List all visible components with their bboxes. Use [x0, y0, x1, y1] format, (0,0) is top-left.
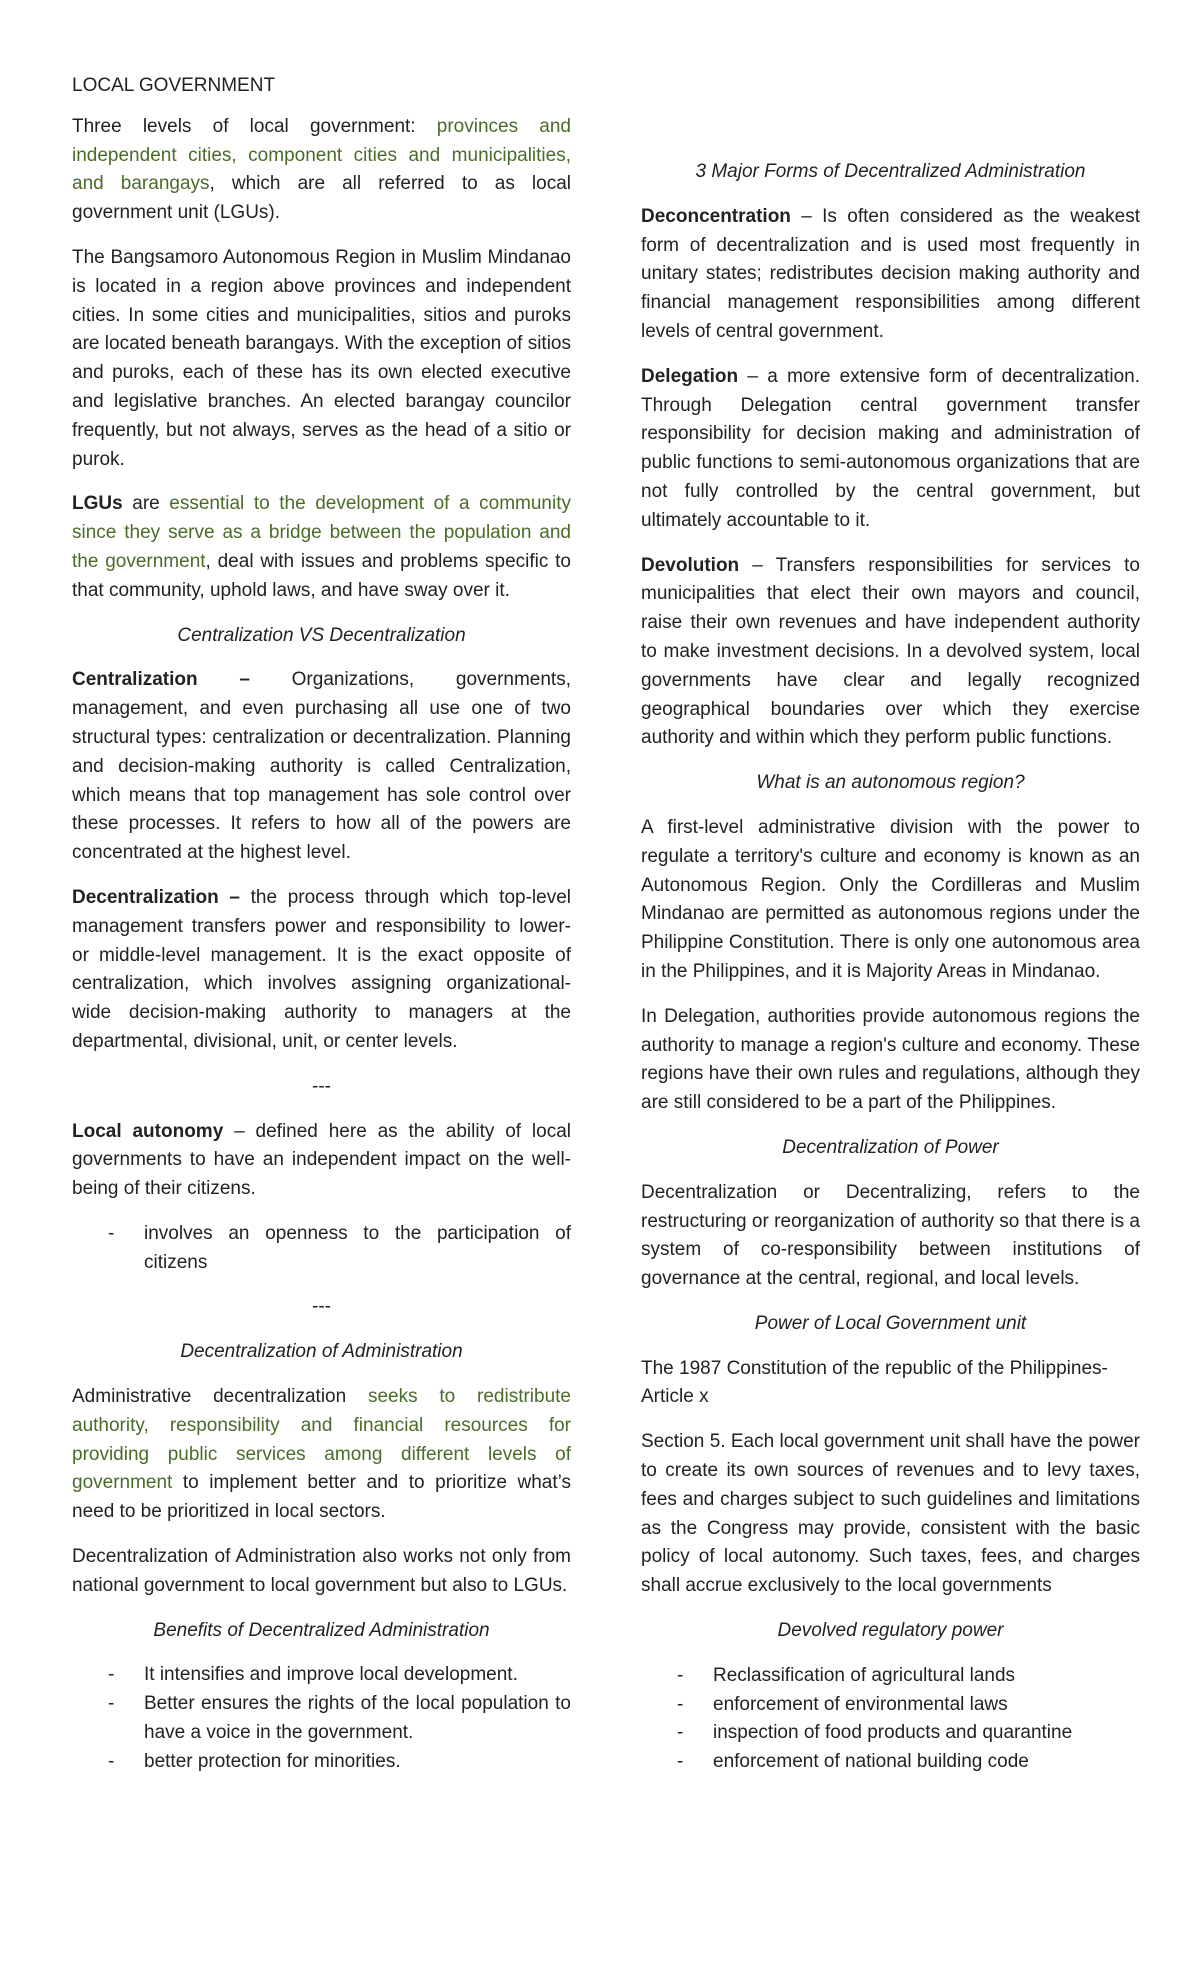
bold-term: LGUs — [72, 493, 123, 515]
lgus-paragraph — [72, 490, 571, 605]
section-heading-lgu-power: Power of Local Government unit — [754, 1312, 1027, 1334]
autonomous-region-paragraph: A first-level administrative division with the power to regulate a territory's culture and economy is known as an Autonomous Region. Only the Cordilleras and Muslim Mindanao are permitted as autonomous regions under the Philippine Constitution. There is only one autonomous area in the Philippines, and it is Majority Areas in Mindanao. — [641, 816, 1140, 982]
text: , deal with issues and problems specific to that community, uphold laws, and have sway over it. — [72, 550, 571, 601]
admin-scope-paragraph: Decentralization of Administration also works not only from national government to local government but also to LGUs. — [72, 1546, 571, 1596]
section-heading-benefits: Benefits of Decentralized Administration — [153, 1619, 490, 1641]
bold-term: Delegation — [641, 365, 739, 387]
text: , which are all referred to as local government unit (LGUs). — [72, 173, 571, 224]
bold-term: Decentralization – — [72, 886, 240, 908]
highlight-text: essential to the development of a community since they serve as a bridge between the population and the government — [72, 493, 571, 572]
list-item: - better protection for minorities. — [108, 1748, 571, 1777]
power-paragraph: Decentralization or Decentralizing, refers to the restructuring or reorganization of authority so that there is a system of co-responsibility between institutions of governance at the central, regional, and local levels. — [641, 1181, 1140, 1290]
section-heading-admin: Decentralization of Administration — [180, 1341, 463, 1363]
bold-term: Local autonomy — [72, 1120, 224, 1142]
highlight-text: seeks to redistribute authority, responsibility and financial resources for providing public services among different levels of government — [72, 1386, 571, 1494]
text: – Transfers responsibilities for services to municipalities that elect their own mayors and council, raise their own revenues and have independent authority to make investment decisions. In a devolved system, local governments have clear and legally recognized geographical boundaries over which they exercise authority and within which they perform public functions. — [641, 554, 1140, 749]
text: Administrative decentralization — [72, 1386, 368, 1408]
page-title: LOCAL GOVERNMENT — [72, 75, 276, 96]
local-autonomy-paragraph — [72, 1118, 571, 1204]
devolved-list — [641, 1662, 1140, 1777]
list-item: - enforcement of national building code — [677, 1748, 1140, 1777]
delegation-paragraph — [641, 363, 1140, 536]
text: – a more extensive form of decentralization. Through Delegation central government transfer responsibility for decision making and administration of public functions to semi-autonomous organizations that are not fully controlled by the central government, but ultimately accountable to it. — [641, 365, 1140, 531]
delegation-region-paragraph: In Delegation, authorities provide autonomous regions the authority to manage a region's culture and economy. These regions have their own rules and regulations, although they are still considered to be a part of the Philippines. — [641, 1005, 1140, 1114]
deconcentration-paragraph — [641, 203, 1140, 347]
list-item: - enforcement of environmental laws — [677, 1691, 1140, 1720]
bangsamoro-paragraph: The Bangsamoro Autonomous Region in Muslim Mindanao is located in a region above provinces and independent cities. In some cities and municipalities, sitios and puroks are located beneath barangays. With the exception of sitios and puroks, each of these has its own elected executive and legislative branches. An elected barangay councilor frequently, but not always, serves as the head of a sitio or purok. — [72, 246, 571, 470]
bold-term: Devolution — [641, 554, 740, 576]
bold-term: Deconcentration — [641, 205, 791, 227]
admin-decentralization-paragraph — [72, 1383, 571, 1527]
list-item: - inspection of food products and quarantine — [677, 1719, 1140, 1748]
devolution-paragraph — [641, 552, 1140, 754]
constitution-paragraph: The 1987 Constitution of the republic of the Philippines- Article x — [641, 1357, 1108, 1408]
separator: --- — [312, 1296, 331, 1318]
text: are — [122, 493, 170, 515]
text: – defined here as the ability of local governments to have an independent impact on the well-being of their citizens. — [72, 1120, 572, 1200]
highlight-text: provinces and independent cities, component cities and municipalities, and barangays — [72, 115, 572, 195]
right-column — [641, 72, 1140, 1936]
section-heading-forms: 3 Major Forms of Decentralized Administration — [695, 161, 1086, 182]
benefits-list — [72, 1661, 571, 1776]
section-heading-autonomous-region: What is an autonomous region? — [756, 772, 1025, 794]
text: to implement better and to prioritize what’s need to be prioritized in local sectors. — [72, 1472, 571, 1523]
centralization-paragraph — [72, 666, 571, 868]
text: – Is often considered as the weakest form of decentralization and is used most frequently in unitary states; redistributes decision making authority and financial management responsibilities among different levels of central government. — [641, 205, 1140, 342]
list-item: - Better ensures the rights of the local population to have a voice in the government. — [108, 1690, 571, 1748]
left-column — [72, 72, 571, 1936]
autonomy-list — [72, 1220, 571, 1278]
levels-paragraph — [72, 113, 571, 228]
decentralization-paragraph — [72, 884, 571, 1057]
separator: --- — [312, 1075, 331, 1097]
text: the process through which top-level management transfers power and responsibility to lower- or middle-level management. It is the exact opposite of centralization, which involves assigning organizational-wide decision-making authority to managers at the departmental, divisional, unit, or center levels. — [72, 886, 572, 1052]
list-item: - Reclassification of agricultural lands — [677, 1662, 1140, 1691]
text: Organizations, governments, management, and even purchasing all use one of two structural types: centralization or decentralization. Planning and decision-making authority is called Centralization, which means that top management has sole control over these processes. It refers to how all of the powers are concentrated at the highest level. — [72, 669, 571, 864]
section-heading-devolved: Devolved regulatory power — [777, 1620, 1004, 1642]
section-heading-power: Decentralization of Power — [782, 1136, 999, 1158]
bold-term: Centralization – — [72, 669, 250, 691]
list-item: - It intensifies and improve local development. — [108, 1661, 571, 1690]
section5-paragraph: Section 5. Each local government unit shall have the power to create its own sources of revenues and to levy taxes, fees and charges subject to such guidelines and limitations as the Congress may provide, consistent with the basic policy of local autonomy. Such taxes, fees, and charges shall accrue exclusively to the local governments — [641, 1431, 1140, 1597]
section-heading-centralization: Centralization VS Decentralization — [177, 624, 466, 646]
list-item: - involves an openness to the participation of citizens — [108, 1220, 571, 1278]
text: Three levels of local government: — [72, 115, 437, 137]
